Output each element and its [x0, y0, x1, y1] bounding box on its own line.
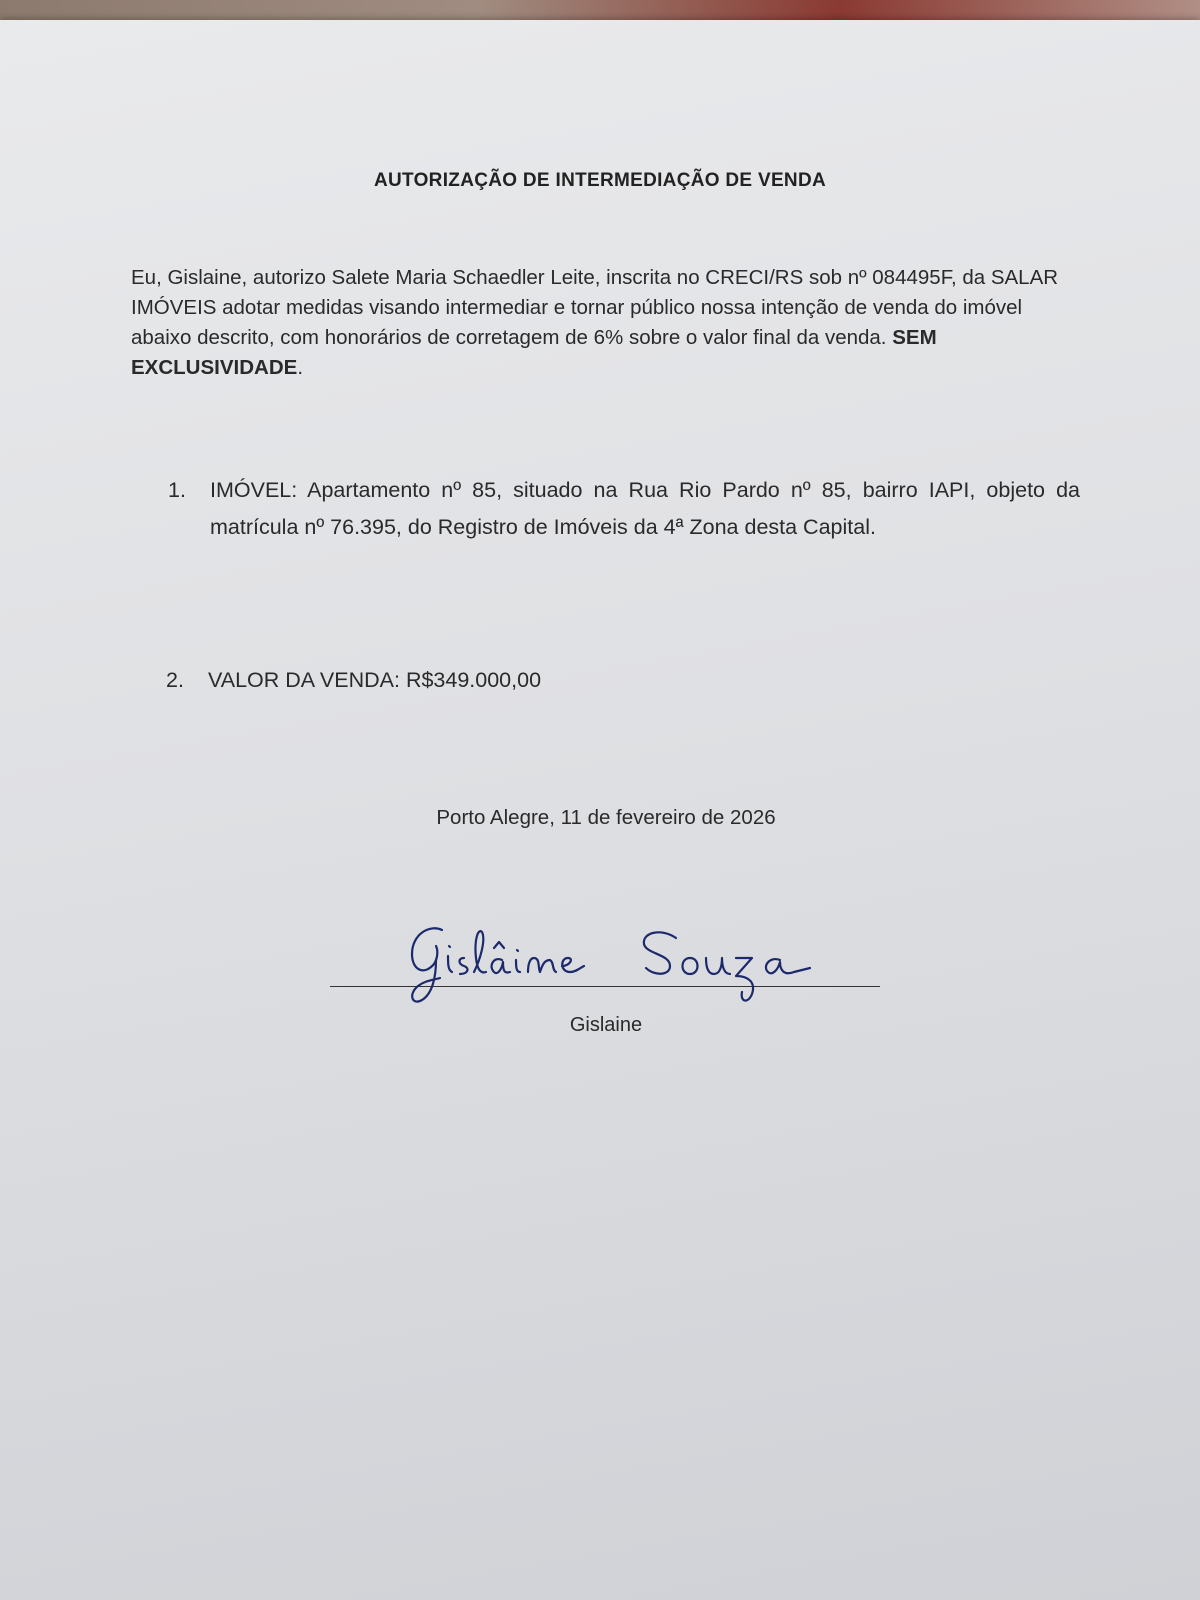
list-item-sale-value	[166, 662, 866, 699]
place-and-date: Porto Alegre, 11 de fevereiro de 2026	[436, 806, 776, 829]
intro-end: .	[297, 356, 304, 379]
intro-text: Eu, Gislaine, autorizo Salete Maria Schaedler Leite, inscrita no CRECI/RS sob nº 084495F, da SALAR IMÓVEIS adotar medidas visando intermediar e tornar público nossa intenção de venda do imóvel abaixo descrito, com honorários de corretagem de 6% sobre o valor final da venda.	[131, 266, 1059, 349]
intro-paragraph	[131, 263, 1071, 383]
list-item-text: VALOR DA VENDA: R$349.000,00	[208, 668, 542, 692]
list-item-number: 1.	[168, 478, 186, 502]
intro-emphasis: SEM EXCLUSIVIDADE	[131, 326, 937, 379]
list-item-text: IMÓVEL: Apartamento nº 85, situado na Rua Rio Pardo nº 85, bairro IAPI, objeto da matrícula nº 76.395, do Registro de Imóveis da 4ª Zona desta Capital.	[210, 478, 1080, 539]
list-item-property	[168, 472, 1080, 546]
handwritten-signature	[390, 920, 850, 1020]
signer-name: Gislaine	[569, 1014, 643, 1036]
document-title: AUTORIZAÇÃO DE INTERMEDIAÇÃO DE VENDA	[374, 170, 826, 191]
list-item-number: 2.	[166, 668, 184, 692]
